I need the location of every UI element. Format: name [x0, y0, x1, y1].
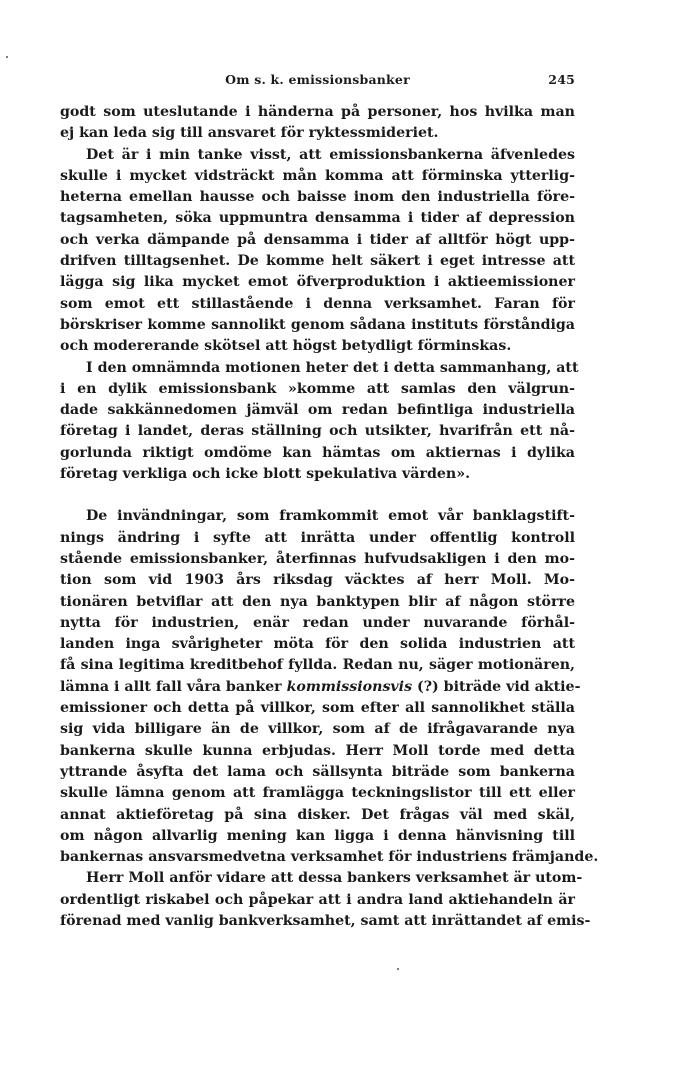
- text-line: yttrande åsyfta det lama och sällsynta biträde som bankerna: [60, 763, 575, 780]
- paper-speck: [397, 968, 399, 970]
- text-line: Herr Moll anför vidare att dessa bankers verksamhet är utom-: [86, 870, 583, 887]
- text-line: heterna emellan hausse och baisse inom den industriella före-: [60, 189, 575, 206]
- text-line: Det är i min tanke visst, att emissionsbankerna äfvenledes: [86, 146, 575, 163]
- text-line: lägga sig lika mycket emot öfverproduktion i aktieemissioner: [60, 274, 575, 291]
- text-line: förenad med vanlig bankverksamhet, samt att inrättandet af emis-: [60, 912, 591, 929]
- text-fragment: (?) biträde vid aktie-: [412, 678, 581, 695]
- text-line: och verka dämpande på densamma i tider af alltför högt upp-: [60, 231, 575, 248]
- text-line: som emot ett stillastående i denna verksamhet. Faran för: [60, 295, 575, 312]
- running-head: [60, 70, 575, 94]
- text-line: drifven tilltagsenhet. De komme helt säkert i eget intresse att: [60, 253, 575, 270]
- text-line: stående emissionsbanker, återfinnas hufvudsakligen i den mo-: [60, 550, 575, 567]
- text-line: i en dylik emissionsbank »komme att samlas den välgrun-: [60, 380, 575, 397]
- section-gap: [60, 485, 575, 506]
- text-line: landen inga svårigheter möta för den solida industrien att: [60, 636, 575, 653]
- text-line: godt som uteslutande i händerna på personer, hos hvilka man: [60, 104, 575, 120]
- paragraph-motion-quote: [60, 358, 579, 486]
- text-line: ordentligt riskabel och påpekar att i andra land aktiehandeln är: [60, 891, 575, 908]
- text-line: bankernas ansvarsmedvetna verksamhet för industriens främjande.: [60, 849, 599, 866]
- text-line: I den omnämnda motionen heter det i detta sammanhang, att: [86, 359, 579, 376]
- text-line: företag verkliga och icke blott spekulativa värden».: [60, 466, 471, 483]
- page-number: 245: [548, 72, 575, 87]
- text-fragment: lämna i allt fall våra banker: [60, 678, 287, 695]
- text-line: ej kan leda sig till ansvaret för ryktessmideriet.: [60, 125, 439, 142]
- paper-speck: [6, 56, 8, 58]
- text-line: tionären betviflar att den nya banktypen blir af någon större: [60, 593, 575, 610]
- text-line-with-italic: [60, 677, 581, 698]
- text-line: annat aktieföretag på sina disker. Det frågas väl med skäl,: [60, 806, 575, 823]
- text-line: sig vida billigare än de villkor, som af de ifrågavarande nya: [60, 721, 575, 738]
- book-page: [60, 70, 599, 932]
- italic-term: kommissionsvis: [286, 678, 413, 695]
- text-line: bankerna skulle kunna erbjudas. Herr Moll torde med detta: [60, 742, 575, 759]
- paragraph-continuation: [60, 102, 575, 145]
- text-line: emissioner och detta på villkor, som efter all sannolikhet ställa: [60, 700, 575, 717]
- text-line: dade sakkännedomen jämväl om redan befintliga industriella: [60, 402, 575, 419]
- text-line: skulle lämna genom att framlägga teckningslistor till ett eller: [60, 785, 575, 802]
- text-line: tion som vid 1903 års riksdag väcktes af herr Moll. Mo-: [60, 572, 575, 589]
- paragraph-moll-risk: [60, 868, 591, 932]
- text-line: få sina legitima kreditbehof fyllda. Redan nu, säger motionären,: [60, 657, 575, 674]
- text-line: skulle i mycket vidsträckt mån komma att förminska ytterlig-: [60, 167, 575, 184]
- text-line: nytta för industrien, enär redan under nuvarande förhål-: [60, 614, 575, 631]
- text-line: De invändningar, som framkommit emot vår banklagstift-: [86, 508, 575, 525]
- text-line: börskriser komme sannolikt genom sådana instituts förståndiga: [60, 316, 575, 333]
- running-title: Om s. k. emissionsbanker: [225, 72, 410, 87]
- paragraph-emission-banks-moderation: [60, 145, 575, 358]
- text-line: företag i landet, deras ställning och utsikter, hvarifrån ett nå-: [60, 423, 575, 440]
- paragraph-objections: [60, 506, 599, 868]
- text-line: nings ändring i syfte att inrätta under offentlig kontroll: [60, 529, 575, 546]
- text-line: och modererande skötsel att högst betydligt förminskas.: [60, 338, 512, 355]
- text-line: tagsamheten, söka uppmuntra densamma i tider af depression: [60, 210, 575, 227]
- body-text: [60, 102, 599, 932]
- text-line: om någon allvarlig mening kan ligga i denna hänvisning till: [60, 827, 575, 844]
- text-line: gorlunda riktigt omdöme kan hämtas om aktiernas i dylika: [60, 444, 575, 461]
